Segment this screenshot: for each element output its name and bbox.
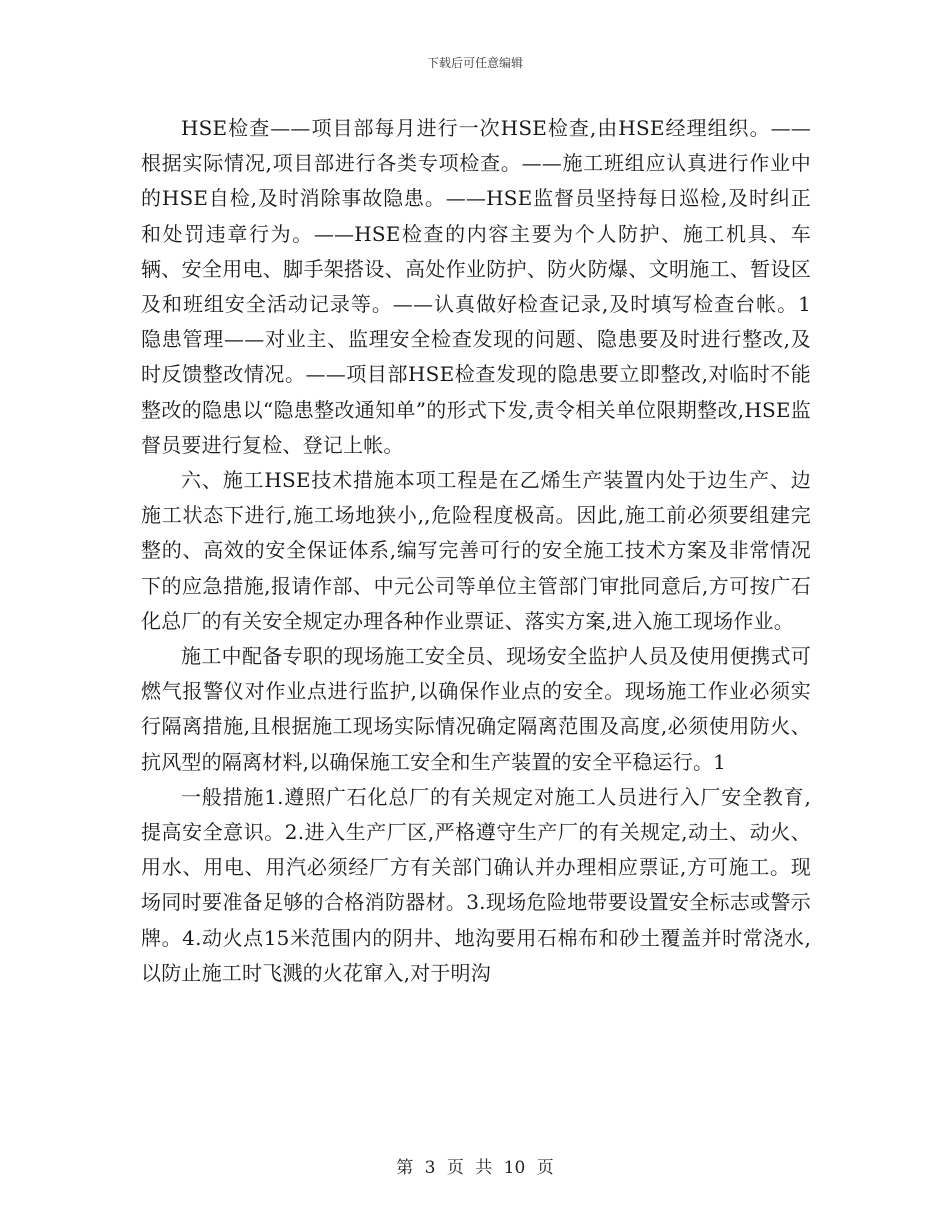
page-header: 下载后可任意编辑: [426, 56, 523, 70]
page-footer: 第 3 页 共 10 页: [396, 1158, 554, 1178]
paragraph-technical-measures: 六、施工HSE技术措施本项工程是在乙烯生产装置内处于边生产、边施工状态下进行,施工场地狭小,,危险程度极高。因此,施工前必须要组建完整的、高效的安全保证体系,编写完善可行的安全施工技术方案及非常情况下的应急措施,报请作部、中元公司等单位主管部门审批同意后,方可按广石化总厂的有关安全规定办理各种作业票证、落实方案,进入施工现场作业。: [141, 468, 811, 633]
document-body: [141, 111, 811, 991]
paragraph-site-safety: 施工中配备专职的现场施工安全员、现场安全监护人员及使用便携式可燃气报警仪对作业点进行监护,以确保作业点的安全。现场施工作业必须实行隔离措施,且根据施工现场实际情况确定隔离范围及高度,必须使用防火、抗风型的隔离材料,以确保施工安全和生产装置的安全平稳运行。1: [141, 644, 811, 774]
paragraph-general-measures: 一般措施1.遵照广石化总厂的有关规定对施工人员进行入厂安全教育,提高安全意识。2.进入生产厂区,严格遵守生产厂的有关规定,动土、动火、用水、用电、用汽必须经厂方有关部门确认并办理相应票证,方可施工。现场同时要准备足够的合格消防器材。3.现场危险地带要设置安全标志或警示牌。4.动火点15米范围内的阴井、地沟要用石棉布和砂土覆盖并时常浇水,以防止施工时飞溅的火花窜入,对于明沟: [141, 784, 811, 985]
paragraph-hse-inspection: HSE检查——项目部每月进行一次HSE检查,由HSE经理组织。——根据实际情况,项目部进行各类专项检查。——施工班组应认真进行作业中的HSE自检,及时消除事故隐患。——HSE监督员坚持每日巡检,及时纠正和处罚违章行为。——HSE检查的内容主要为个人防护、施工机具、车辆、安全用电、脚手架搭设、高处作业防护、防火防爆、文明施工、暂设区及和班组安全活动记录等。——认真做好检查记录,及时填写检查台帐。1 隐患管理——对业主、监理安全检查发现的问题、隐患要及时进行整改,及时反馈整改情况。——项目部HSE检查发现的隐患要立即整改,对临时不能整改的隐患以“隐患整改通知单”的形式下发,责令相关单位限期整改,HSE监督员要进行复检、登记上帐。: [141, 116, 811, 457]
